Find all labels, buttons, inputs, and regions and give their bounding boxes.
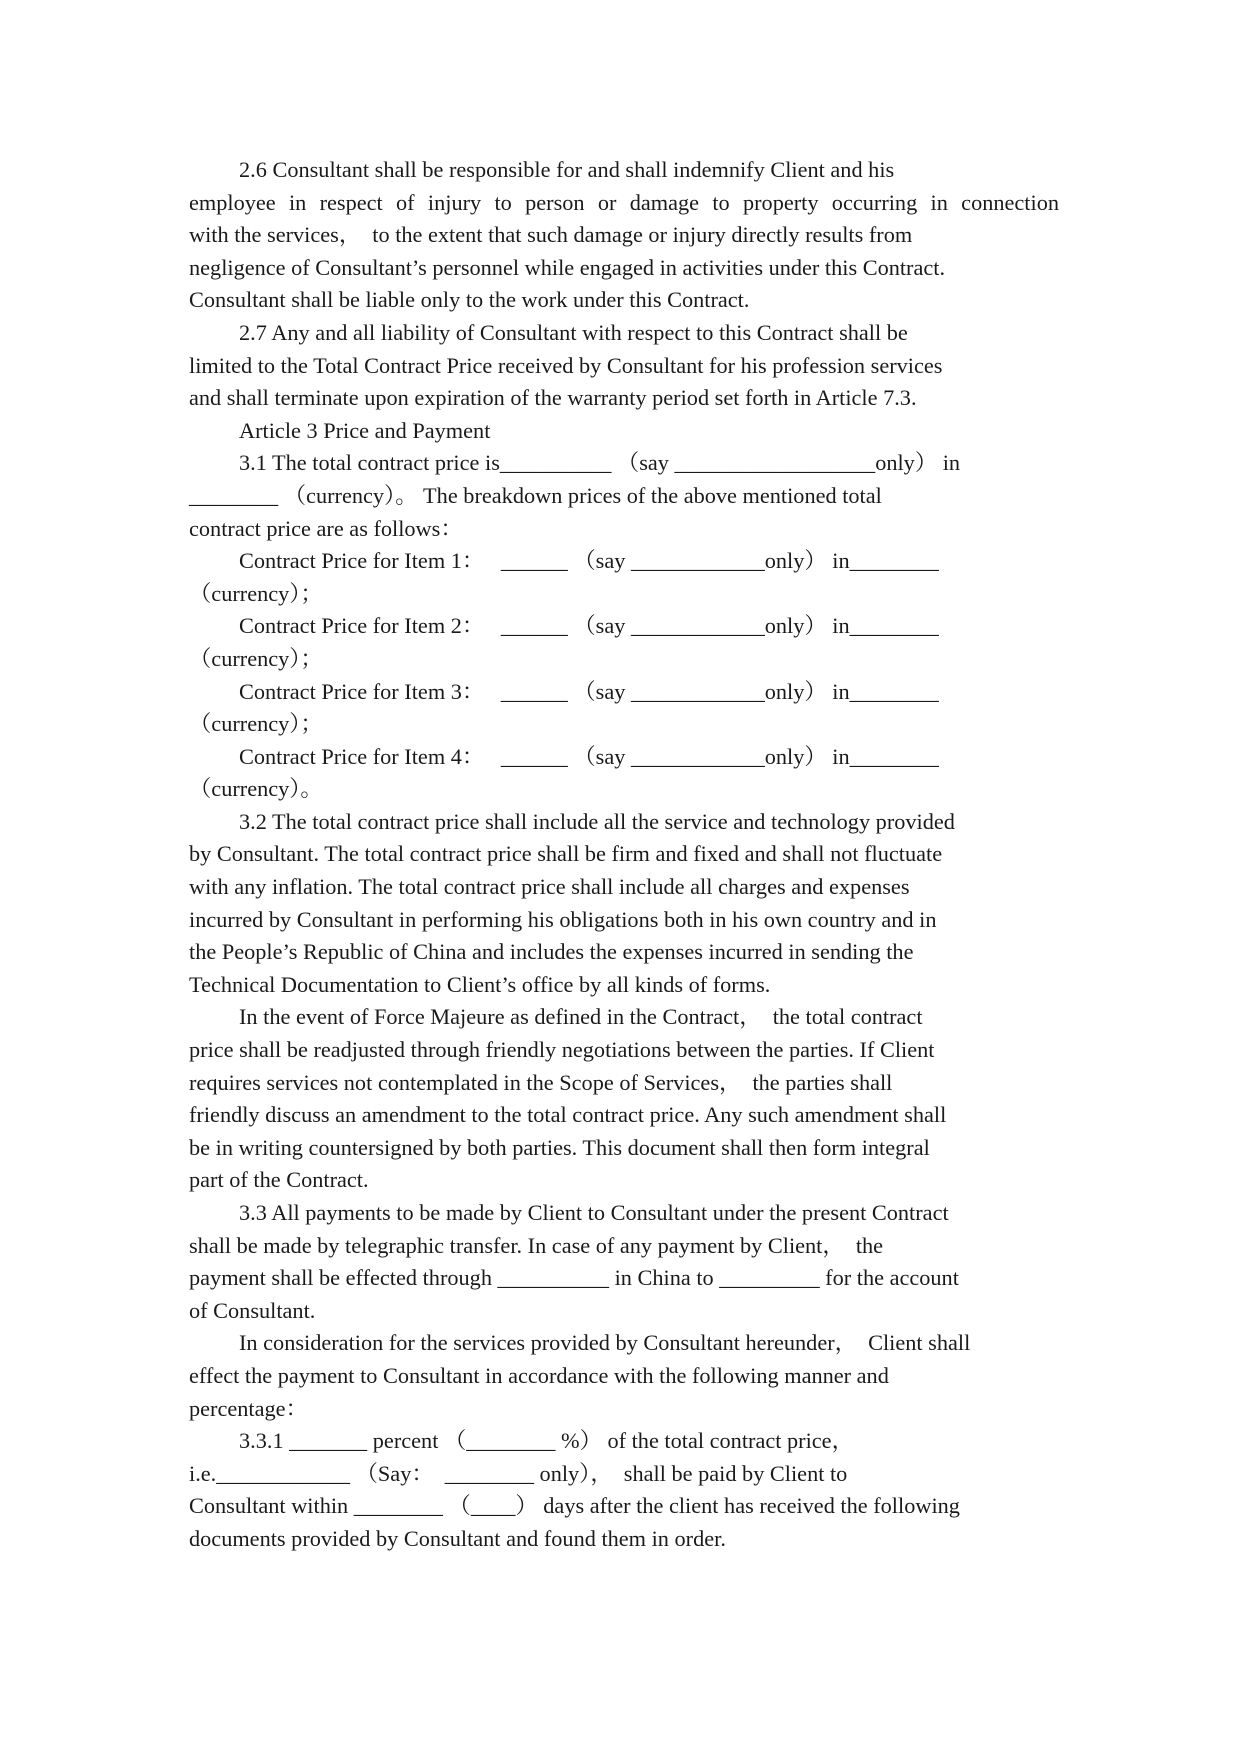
text-line: employee in respect of injury to person or damage to property occurring in connection: [189, 189, 1059, 215]
text-line: limited to the Total Contract Price received by Consultant for his profession services: [189, 352, 943, 378]
text-line: In consideration for the services provided by Consultant hereunder， Client shall: [239, 1330, 971, 1356]
text-line: the People’s Republic of China and includes the expenses incurred in sending the: [189, 939, 914, 965]
text-line: percentage：: [189, 1395, 308, 1421]
price-item-line: Contract Price for Item 2： ______ （say ____________only） in________: [239, 613, 939, 639]
text-line: with the services， to the extent that such damage or injury directly results from: [189, 222, 913, 248]
text-line: effect the payment to Consultant in accordance with the following manner and: [189, 1362, 889, 1388]
text-line: by Consultant. The total contract price shall be firm and fixed and shall not fluctuate: [189, 841, 943, 867]
text-line: Consultant within ________ （____） days after the client has received the following: [189, 1493, 960, 1519]
text-line: contract price are as follows：: [189, 515, 463, 541]
price-item-line: Contract Price for Item 3： ______ （say ____________only） in________: [239, 678, 939, 704]
text-line: In the event of Force Majeure as defined in the Contract， the total contract: [239, 1004, 923, 1030]
text-line: 3.3 All payments to be made by Client to Consultant under the present Contract: [239, 1200, 949, 1225]
text-line: （currency）；: [189, 580, 323, 606]
text-line: of Consultant.: [189, 1297, 316, 1323]
text-line: shall be made by telegraphic transfer. In case of any payment by Client， the: [189, 1232, 884, 1258]
text-line: Technical Documentation to Client’s office by all kinds of forms.: [189, 971, 771, 997]
text-line: be in writing countersigned by both parties. This document shall then form integral: [189, 1134, 930, 1160]
text-line: i.e.____________ （Say： ________ only）， shall be paid by Client to: [189, 1460, 848, 1486]
section-heading: Article 3 Price and Payment: [239, 417, 491, 443]
document-page: [189, 154, 1059, 1556]
text-line: 3.2 The total contract price shall include all the service and technology provided: [239, 808, 955, 834]
text-line: part of the Contract.: [189, 1167, 369, 1193]
text-line: negligence of Consultant’s personnel while engaged in activities under this Contract.: [189, 254, 946, 280]
text-line: price shall be readjusted through friendly negotiations between the parties. If Client: [189, 1037, 935, 1063]
text-line: ________ （currency）。 The breakdown prices of the above mentioned total: [189, 482, 882, 508]
text-line: incurred by Consultant in performing his obligations both in his own country and in: [189, 906, 937, 932]
text-line: with any inflation. The total contract price shall include all charges and expenses: [189, 874, 910, 900]
text-line: Consultant shall be liable only to the work under this Contract.: [189, 287, 750, 313]
text-line: （currency）。: [189, 776, 323, 802]
text-line: and shall terminate upon expiration of the warranty period set forth in Article 7.3.: [189, 385, 917, 411]
price-item-line: Contract Price for Item 1： ______ （say ____________only） in________: [239, 548, 939, 574]
text-line: documents provided by Consultant and found them in order.: [189, 1525, 726, 1551]
text-line: 2.7 Any and all liability of Consultant with respect to this Contract shall be: [239, 319, 908, 345]
text-line: 3.3.1 _______ percent （________ %） of the total contract price，: [239, 1428, 854, 1454]
text-line: payment shall be effected through __________ in China to _________ for the account: [189, 1265, 959, 1291]
text-line: requires services not contemplated in the Scope of Services， the parties shall: [189, 1069, 893, 1095]
price-item-line: Contract Price for Item 4： ______ （say ____________only） in________: [239, 743, 939, 769]
text-line: 2.6 Consultant shall be responsible for and shall indemnify Client and his: [239, 157, 895, 182]
text-line: （currency）；: [189, 711, 323, 737]
text-line: 3.1 The total contract price is__________ （say __________________only） in: [239, 450, 961, 476]
text-line: （currency）；: [189, 645, 323, 671]
text-line: friendly discuss an amendment to the total contract price. Any such amendment shall: [189, 1102, 947, 1128]
